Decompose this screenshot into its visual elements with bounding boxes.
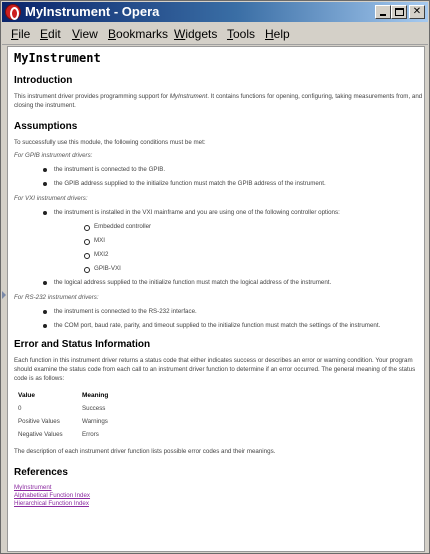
gpib-list [14, 166, 424, 188]
status-code-table [18, 389, 108, 441]
table-row [18, 428, 108, 441]
rs232-list [14, 308, 424, 330]
status-meaning: Warnings [82, 418, 108, 425]
minimize-icon [380, 14, 386, 16]
rs232-label: For RS-232 instrument drivers: [14, 294, 99, 301]
maximize-button[interactable] [391, 5, 407, 19]
list-item: the GPIB address supplied to the initialize function must match the GPIB address of the instrument. [14, 180, 424, 188]
assumptions-heading: Assumptions [14, 121, 78, 132]
menu-edit[interactable]: Edit [40, 27, 61, 41]
page-title: MyInstrument [14, 51, 101, 65]
gpib-label: For GPIB instrument drivers: [14, 152, 93, 159]
references-list [14, 484, 424, 508]
list-item: the instrument is installed in the VXI mainframe and you are using one of the following controller options: [14, 209, 424, 217]
menu-help[interactable]: Help [265, 27, 290, 41]
status-meaning: Success [82, 405, 106, 412]
close-icon: ✕ [412, 6, 422, 17]
close-button[interactable] [409, 5, 425, 19]
panel-toggle-icon[interactable] [2, 291, 6, 299]
menu-file[interactable]: File [11, 27, 31, 41]
page-content [7, 46, 425, 552]
reference-link-myinstrument[interactable]: MyInstrument [14, 484, 52, 491]
status-value: 0 [18, 405, 22, 412]
table-row [18, 402, 108, 415]
menu-widgets[interactable]: Widgets [174, 27, 218, 41]
table-header-row [18, 389, 108, 402]
opera-logo-icon [5, 4, 21, 20]
introduction-heading: Introduction [14, 75, 73, 86]
minimize-button[interactable] [375, 5, 391, 19]
vxi-list [14, 209, 424, 287]
reference-link-hierarchical-index[interactable]: Hierarchical Function Index [14, 500, 89, 507]
title-bar[interactable] [2, 2, 428, 22]
menu-bar [2, 23, 428, 45]
list-item: the instrument is connected to the RS-232 interface. [14, 308, 424, 316]
introduction-text: This instrument driver provides programming support for MyInstrument. It contains functions for opening, configuring, taking measurements from, and closing the instrument. [14, 93, 423, 109]
references-heading: References [14, 467, 68, 478]
errors-text: Each function in this instrument driver returns a status code that either indicates success or describes an error or warning condition. Your program should examine the status code from each call to an instrument driver function to determine if an error occurred. The general meaning of the status code is as follows: [14, 357, 416, 382]
list-item: the instrument is connected to the GPIB. [14, 166, 424, 174]
controller-item: MXI2 [14, 251, 424, 259]
controller-item: MXI [14, 237, 424, 245]
list-item: the logical address supplied to the initialize function must match the logical address of the instrument. [14, 279, 424, 287]
menu-tools[interactable]: Tools [227, 27, 256, 41]
list-item: the COM port, baud rate, parity, and timeout supplied to the initialize function must match the settings of the instrument. [14, 322, 424, 330]
menu-view[interactable]: View [72, 27, 98, 41]
reference-link-alphabetical-index[interactable]: Alphabetical Function Index [14, 492, 91, 499]
status-value: Positive Values [18, 418, 60, 425]
errors-heading: Error and Status Information [14, 339, 151, 350]
vxi-label: For VXI instrument drivers: [14, 195, 88, 202]
maximize-icon [395, 8, 404, 16]
errors-footer-text: The description of each instrument driver function lists possible error codes and their meanings. [14, 448, 276, 455]
status-meaning: Errors [82, 431, 99, 438]
assumptions-text: To successfully use this module, the following conditions must be met: [14, 139, 206, 146]
value-column-header: Value [18, 392, 35, 399]
window-title: MyInstrument - Opera [25, 4, 160, 19]
table-row [18, 415, 108, 428]
controller-item: Embedded controller [14, 223, 424, 231]
status-value: Negative Values [18, 431, 63, 438]
menu-bookmarks[interactable]: Bookmarks [108, 27, 169, 41]
controller-item: GPIB-VXI [14, 265, 424, 273]
meaning-column-header: Meaning [82, 392, 109, 399]
